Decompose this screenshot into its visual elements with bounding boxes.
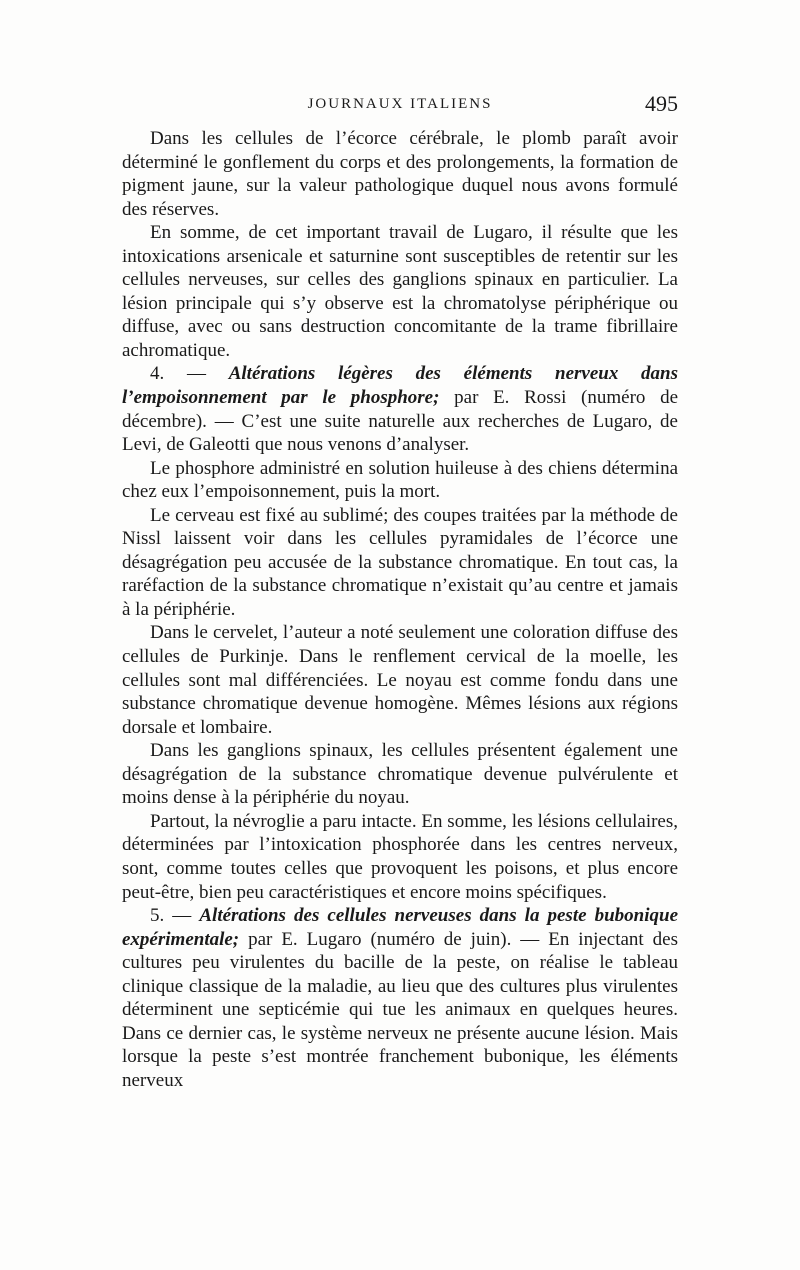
section-4-byline: par E. Rossi (numéro de décembre). — C’est une suite naturelle aux recherches de Lugaro, de Levi, de Galeotti que nous venons d’analyser.	[122, 387, 679, 456]
paragraph-cerebellum: Dans le cervelet, l’auteur a noté seulement une coloration diffuse des cellules de Purkinje. Dans le renflement cervical de la moelle, les cellules sont mal différenciées. Le noyau est comme fondu dans une substance chromatique devenue homogène. Mêmes lésions aux régions dorsale et lombaire.	[122, 622, 678, 738]
section-5-title: Altérations des cellules nerveuses dans la peste bubonique expérimentale;	[122, 905, 679, 950]
paragraph-phosphorus-administration: Le phosphore administré en solution huileuse à des chiens détermina chez eux l’empoisonnement, puis la mort.	[122, 457, 678, 503]
paragraph-neuroglia: Partout, la névroglie a paru intacte. En somme, les lésions cellulaires, déterminées par l’intoxication phosphorée dans les centres nerveux, sont, comme toutes celles que provoquent les poisons, et plus encore peut-être, bien peu caractéristiques et encore moins spécifiques.	[122, 810, 678, 903]
paragraph-spinal-ganglia: Dans les ganglions spinaux, les cellules présentent également une désagrégation de la substance chromatique devenue pulvérulente et moins dense à la périphérie du noyau.	[122, 740, 678, 809]
section-4-heading	[122, 362, 678, 456]
paragraph-lugaro-summary: En somme, de cet important travail de Lugaro, il résulte que les intoxications arsenicale et saturnine sont susceptibles de retentir sur les cellules nerveuses, sur celles des ganglions spinaux en particulier. La lésion principale qui s’y observe est la chromatolyse périphérique ou diffuse, avec ou sans destruction concomitante de la trame fibrillaire achromatique.	[122, 222, 678, 361]
running-head	[122, 92, 678, 116]
page-number: 495	[645, 91, 678, 116]
body-text	[122, 127, 678, 1092]
section-5-heading	[122, 904, 678, 1092]
section-5-byline: par E. Lugaro (numéro de juin). — En injectant des cultures peu virulentes du bacille de la peste, on réalise le tableau clinique classique de la maladie, au lieu que des cultures plus virulentes déterminent une septicémie qui tue les animaux en quelques heures. Dans ce dernier cas, le système nerveux ne présente aucune lésion. Mais lorsque la peste s’est montrée franchement bubonique, les éléments nerveux	[122, 928, 678, 1091]
section-5-number: 5. —	[150, 905, 200, 927]
paragraph-lead-poisoning-cortex: Dans les cellules de l’écorce cérébrale, le plomb paraît avoir déterminé le gonflement du corps et des prolongements, la formation de pigment jaune, sur la valeur pathologique duquel nous avons formulé des réserves.	[122, 128, 678, 220]
section-4-title: Altérations légères des éléments nerveux dans l’empoisonnement par le phosphore;	[122, 363, 679, 409]
paragraph-brain-fixation: Le cerveau est fixé au sublimé; des coupes traitées par la méthode de Nissl laissent voir dans les cellules pyramidales de l’écorce une désagrégation peu accusée de la substance chromatique. En tout cas, la raréfaction de la substance chromatique n’existait qu’au centre et jamais à la périphérie.	[122, 504, 678, 620]
running-title: JOURNAUX ITALIENS	[307, 96, 493, 112]
section-4-number: 4. —	[150, 363, 229, 385]
